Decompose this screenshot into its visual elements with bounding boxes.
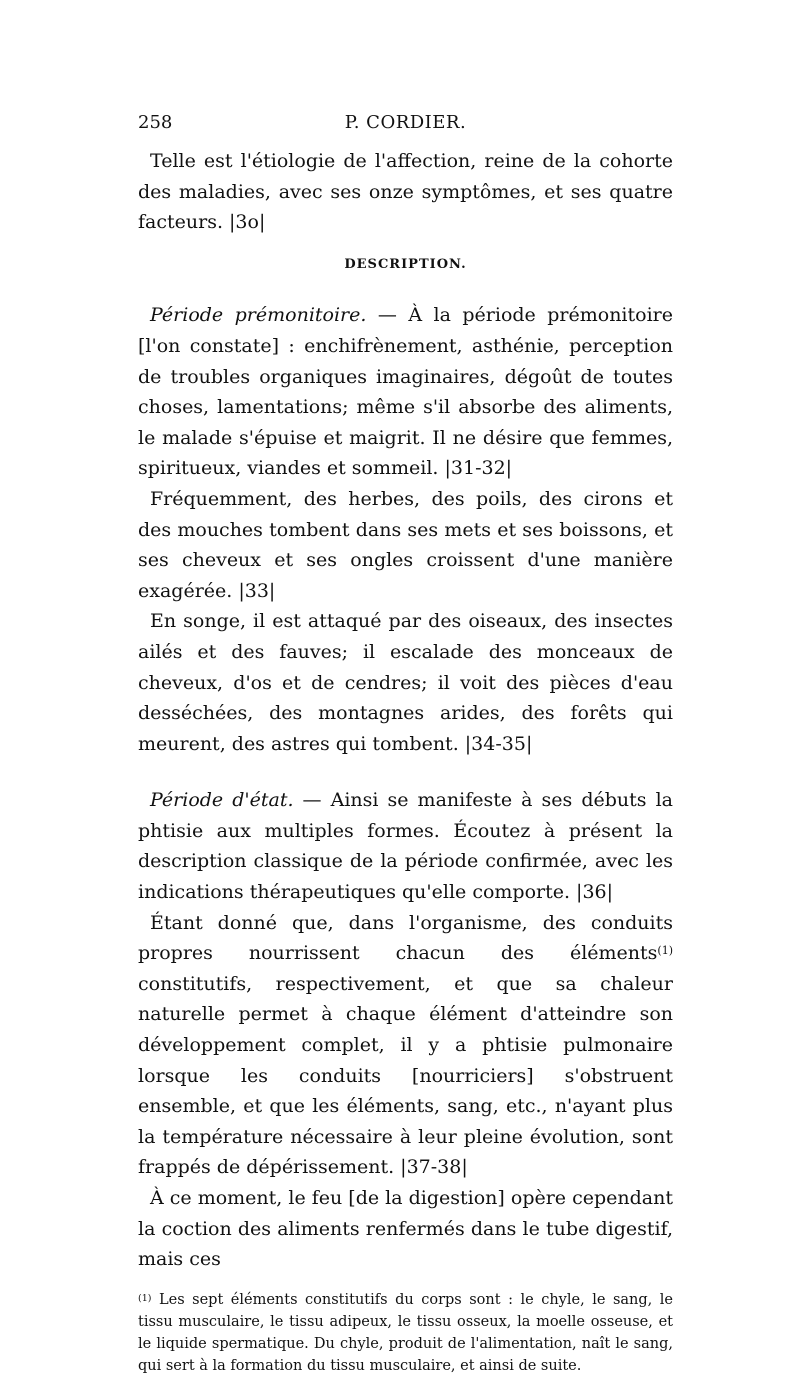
- given-text-before: Étant donné que, dans l'organisme, des conduits propres nourrissent chacun des éléments: [138, 911, 673, 965]
- running-header: [138, 112, 673, 146]
- paragraph-frequently: Fréquemment, des herbes, des poils, des cirons et des mouches tombent dans ses mets et ses boissons, et ses cheveux et ses ongles croissent d'une manière exagérée. |33|: [138, 487, 673, 602]
- state-label: Période d'état.: [150, 789, 294, 812]
- footnote-mark: (1): [138, 1292, 152, 1304]
- paragraph-intro: Telle est l'étiologie de l'affection, reine de la cohorte des maladies, avec ses onze symptômes, et ses quatre facteurs. |3o|: [138, 150, 673, 234]
- footnote: [138, 1289, 673, 1377]
- footnote-reference: (1): [657, 944, 673, 958]
- paragraph-dream: En songe, il est attaqué par des oiseaux, des insectes ailés et des fauves; il escalade des monceaux de cheveux, d'os et de cendres; il voit des pièces d'eau desséchées, des montagnes arides, des forêts qui meurent, des astres qui tombent. |34-35|: [138, 610, 673, 755]
- running-head-author: P. CORDIER.: [344, 112, 467, 133]
- paragraph-state: [138, 785, 673, 907]
- page-number: 258: [138, 112, 173, 133]
- book-page: [138, 112, 673, 1377]
- paragraph-moment: À ce moment, le feu [de la digestion] opère cependant la coction des aliments renfermés dans le tube digestif, mais ces: [138, 1187, 673, 1271]
- paragraph-gap: [138, 759, 673, 785]
- state-text: — Ainsi se manifeste à ses débuts la phtisie aux multiples formes. Écoutez à présent la description classique de la période confirmée, avec les indications thérapeutiques qu'elle comporte. |36|: [138, 789, 673, 904]
- paragraph-premonitory: [138, 300, 673, 484]
- premonitory-label: Période prémonitoire.: [150, 304, 367, 327]
- paragraph-given: [138, 908, 673, 1183]
- premonitory-text: — À la période prémonitoire [l'on constate] : enchifrènement, asthénie, perception de troubles organiques imaginaires, dégoût de toutes choses, lamentations; même s'il absorbe des aliments, le malade s'épuise et maigrit. Il ne désire que femmes, spiritueux, viandes et sommeil. |31-32|: [138, 304, 673, 480]
- given-text-after: constitutifs, respectivement, et que sa chaleur naturelle permet à chaque élément d'atteindre son développement complet, il y a phtisie pulmonaire lorsque les conduits [nourriciers] s'obstruent ensemble, et que les éléments, sang, etc., n'ayant plus la température nécessaire à leur pleine évolution, sont frappés de dépérissement. |37-38|: [138, 972, 673, 1179]
- section-title: DESCRIPTION.: [344, 256, 467, 272]
- main-text: [138, 146, 673, 1275]
- footnote-text: Les sept éléments constitutifs du corps sont : le chyle, le sang, le tissu musculaire, le tissu adipeux, le tissu osseux, la moelle osseuse, et le liquide spermatique. Du chyle, produit de l'alimentation, naît le sang, qui sert à la formation du tissu musculaire, et ainsi de suite.: [138, 1291, 673, 1374]
